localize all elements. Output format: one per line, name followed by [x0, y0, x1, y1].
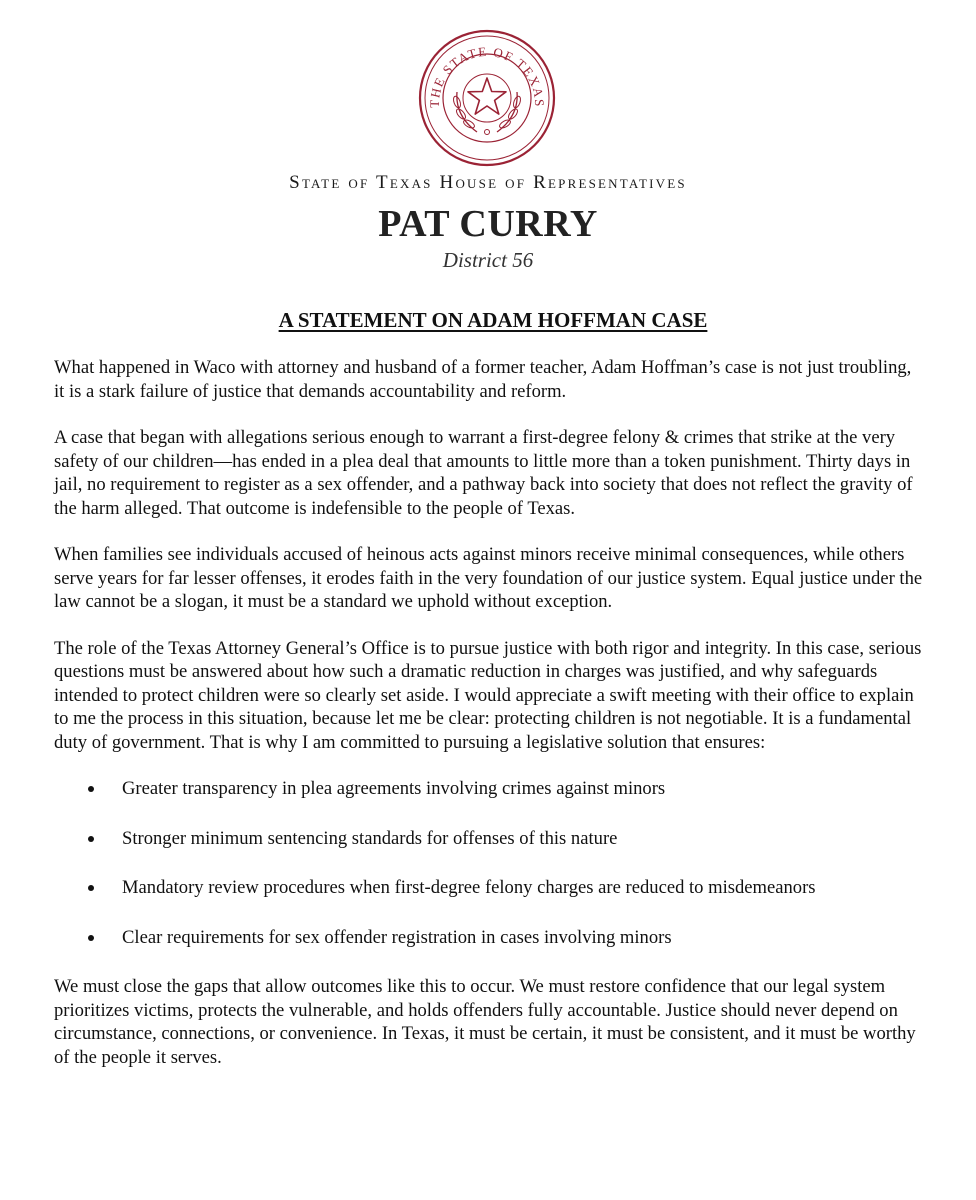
statement-body [54, 356, 924, 1092]
bullet-icon [88, 786, 94, 792]
letterhead-chamber: State of Texas House of Representatives [289, 172, 687, 193]
paragraph-3: When families see individuals accused of heinous acts against minors receive minimal consequences, while others serve years for far lesser offenses, it erodes faith in the very foundation of our justice system. Equal justice under the law cannot be a slogan, it must be a standard we uphold without exception. [54, 544, 923, 612]
district-label: District 56 [442, 248, 534, 272]
list-item-text: Clear requirements for sex offender registration in cases involving minors [122, 926, 672, 948]
paragraph-1: What happened in Waco with attorney and husband of a former teacher, Adam Hoffman’s case is not just troubling, it is a stark failure of justice that demands accountability and reform. [54, 357, 912, 402]
statement-title: A STATEMENT ON ADAM HOFFMAN CASE [278, 308, 708, 332]
bullet-icon [88, 836, 94, 842]
list-item-text: Stronger minimum sentencing standards for offenses of this nature [122, 827, 618, 849]
list-item-text: Mandatory review procedures when first-degree felony charges are reduced to misdemeanors [122, 877, 816, 898]
paragraph-2: A case that began with allegations serious enough to warrant a first-degree felony & crimes that strike at the very safety of our children—has ended in a plea deal that amounts to little more than a token punishment. Thirty days in jail, no requirement to register as a sex offender, and a pathway back into society that does not reflect the gravity of the harm alleged. That outcome is indefensible to the people of Texas. [54, 427, 913, 519]
closing-paragraph: We must close the gaps that allow outcomes like this to occur. We must restore confidence that our legal system prioritizes victims, protects the vulnerable, and holds offenders fully accountable. Justice should never depend on circumstance, connections, or convenience. In Texas, it must be certain, it must be consistent, and it must be worthy of the people it serves. [54, 976, 916, 1068]
legislative-goals-list [54, 777, 924, 949]
list-item [54, 827, 924, 851]
bullet-icon [88, 935, 94, 941]
svg-text:THE STATE OF TEXAS: THE STATE OF TEXAS [426, 43, 548, 108]
texas-seal-logo [417, 28, 557, 168]
list-item [54, 926, 924, 950]
list-item [54, 876, 924, 900]
list-item-text: Greater transparency in plea agreements involving crimes against minors [122, 778, 666, 799]
paragraph-4: The role of the Texas Attorney General’s Office is to pursue justice with both rigor and integrity. In this case, serious questions must be answered about how such a dramatic reduction in charges was justified, and why safeguards intended to protect children were so clearly set aside. I would appreciate a swift meeting with their office to explain to me the process in this situation, because let me be clear: protecting children is not negotiable. It is a fundamental duty of government. That is why I am committed to pursuing a legislative solution that ensures: [54, 637, 922, 753]
list-item [54, 777, 924, 801]
representative-name: PAT CURRY [378, 203, 598, 245]
bullet-icon [88, 885, 94, 891]
